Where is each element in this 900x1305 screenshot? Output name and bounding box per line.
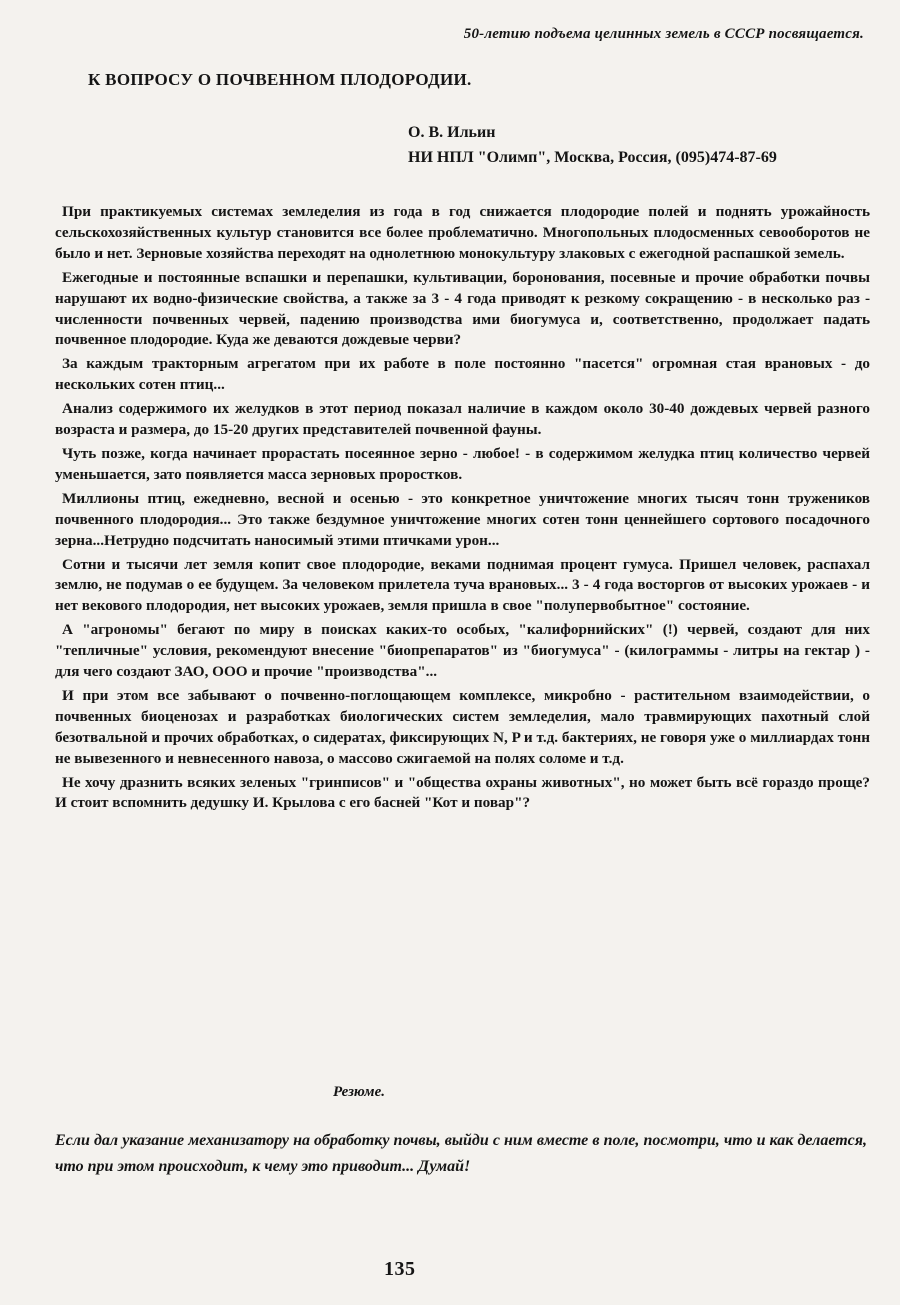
- paragraph: За каждым тракторным агрегатом при их работе в поле постоянно "пасется" огромная стая врановых - до нескольких сотен птиц...: [55, 355, 870, 394]
- paragraph: И при этом все забывают о почвенно-поглощающем комплексе, микробно - растительном взаимодействии, о почвенных биоценозах и разработках биологических систем земледелия, мало травмирующих пахотный слой безотвальной и прочих обработках, о сидератах, фиксирующих N, P и т.д. бактериях, не говоря уже о миллиардах тонн не вывезенного и невнесенного навоза, о массово сжигаемой на полях соломе и т.д.: [55, 686, 870, 767]
- article-title: К ВОПРОСУ О ПОЧВЕННОМ ПЛОДОРОДИИ.: [88, 70, 472, 89]
- author-name: О. В. Ильин: [408, 124, 496, 141]
- page-number: 135: [384, 1258, 416, 1280]
- paragraph: При практикуемых системах земледелия из года в год снижается плодородие полей и поднять урожайность сельскохозяйственных культур становится все более проблематично. Многопольных плодосменных севооборотов не было и нет. Зерновые хозяйства переходят на однолетнюю монокультуру злаковых с ежегодной распашкой земель.: [55, 203, 870, 262]
- resume-heading: Резюме.: [333, 1084, 385, 1100]
- paragraph: Сотни и тысячи лет земля копит свое плодородие, веками поднимая процент гумуса. Пришел человек, распахал землю, не подумав о ее будущем. За человеком прилетела туча врановых... 3 - 4 года восторгов от высоких урожаев - и нет векового плодородия, нет высоких урожаев, земля пришла в свое "полупервобытное" состояние.: [55, 555, 870, 615]
- article-body: [55, 202, 870, 817]
- author-block: [408, 120, 777, 170]
- paragraph: Анализ содержимого их желудков в этот период показал наличие в каждом около 30-40 дождевых червей разного возраста и размера, до 15-20 других представителей почвенной фауны.: [55, 400, 870, 439]
- paragraph: Не хочу дразнить всяких зеленых "гринписов" и "общества охраны животных", но может быть всё гораздо проще? И стоит вспомнить дедушку И. Крылова с его басней "Кот и повар"?: [55, 773, 870, 812]
- paragraph: А "агрономы" бегают по миру в поисках каких-то особых, "калифорнийских" (!) червей, создают для них "тепличные" условия, рекомендуют внесение "биопрепаратов" из "биогумуса" - (килограммы - литры на гектар ) - для чего создают ЗАО, ООО и прочие "производства"...: [55, 621, 870, 681]
- paragraph: Чуть позже, когда начинает прорастать посеянное зерно - любое! - в содержимом желудка птиц количество червей уменьшается, зато появляется масса зерновых проростков.: [55, 444, 870, 483]
- paragraph: Миллионы птиц, ежедневно, весной и осенью - это конкретное уничтожение многих тысяч тонн тружеников почвенного плодородия... Это также бездумное уничтожение многих сотен тонн ценнейшего сортового посадочного зерна...Нетрудно подсчитать наносимый этими птичками урон...: [55, 489, 870, 549]
- paragraph: Ежегодные и постоянные вспашки и перепашки, культивации, боронования, посевные и прочие обработки почвы нарушают их водно-физические свойства, а также за 3 - 4 года приводят к резкому сокращению - в несколько раз - численности почвенных червей, падению производства ими биогумуса и, соответственно, продолжает падать почвенное плодородие. Куда же деваются дождевые черви?: [55, 268, 870, 349]
- resume-text: Если дал указание механизатору на обработку почвы, выйди с ним вместе в поле, посмотри, что и как делается, что при этом происходит, к чему это приводит... Думай!: [55, 1132, 867, 1175]
- author-affiliation: НИ НПЛ "Олимп", Москва, Россия, (095)474-87-69: [408, 149, 777, 166]
- dedication-line: 50-летию подъема целинных земель в СССР посвящается.: [463, 26, 864, 42]
